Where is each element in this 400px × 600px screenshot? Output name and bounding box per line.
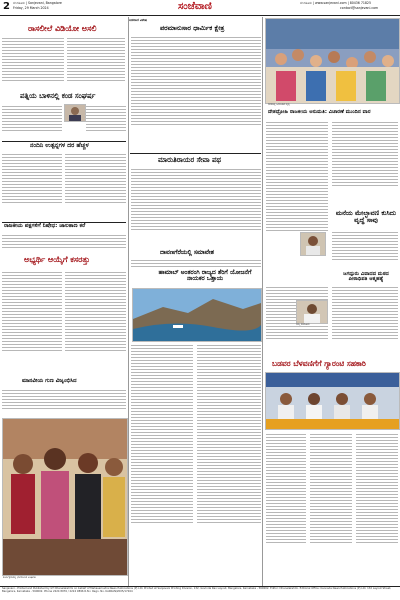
col1-text-block-8 (2, 270, 62, 378)
col3-text-block-2 (332, 120, 398, 208)
masthead: ಸಂಜೆವಾಣಿ (178, 1, 212, 12)
col3-headline-1: ದೇಶದ್ರೋಹಿ ರಾಜಕೀಯ ಅನುಮತಿ: ವಿಚಾರಣೆ ಮುಂದಿನ ವಾರ (268, 109, 371, 115)
portrait-photo-1 (64, 104, 86, 122)
page-number: 2 (3, 1, 10, 12)
crowd-photo (265, 18, 400, 104)
col2-text-block-4 (131, 343, 193, 583)
col1-text-block-2 (67, 36, 125, 96)
col1-headline-1: ರಾಸಲೀಲೆ ವಿಡಿಯೋ ಅಸಲಿ (28, 24, 97, 33)
col1-headline-3: ನಂದಿನಿ ಉತ್ಪನ್ನಗಳ ದರ ಹೆಚ್ಚಳ (30, 142, 89, 149)
coast-photo (132, 288, 262, 342)
col3-text-block-6 (266, 432, 306, 582)
col3-headline-2: ಮನೆಯ ಮೇಲ್ಛಾವಣಿ ಕುಸಿದು ವೃದ್ಧೆ ಸಾವು (335, 209, 397, 224)
col1-text-block-10 (2, 388, 126, 416)
col1-text-block-3 (2, 104, 62, 140)
col1-headline-4: ರಾಜಕೀಯ ಪಕ್ಷಗಳಿಗೆ ನಿಷೇಧ: ಜಾಲತಾಣ ಕರೆ (4, 223, 86, 229)
col1-text-block-5 (2, 152, 62, 222)
col3-text-block-5 (332, 285, 398, 357)
col1-text-block-4 (86, 104, 126, 140)
col3-headline-3: ಜಗದ್ಗುರು ವಿವಾದದ ಮಠದ ಪೀಠಾಧಿಪತಿ ಆತ್ಮಹತ್ಯೆ (343, 271, 389, 283)
divider (130, 153, 261, 154)
event-photo (265, 372, 400, 430)
header-contact: ಬೆಂಗಳೂರು | www.sanjevani.com | 80436 71825 (300, 1, 371, 5)
col1-headline-5: ಅಭ್ಯರ್ಥಿ ಆಯ್ಕೆಗೆ ಕಸರತ್ತು (24, 255, 90, 264)
col1-headline-6: ಮಾನವೀಯ ಗುಣ ವಿಜೃಂಭಿಸಿದ (22, 378, 77, 384)
col3-text-block-3 (332, 230, 398, 272)
group-photo-caption: ಕಾರ್ಯಕ್ರಮದಲ್ಲಿ ಭಾಗವಹಿಸಿದ ಅತಿಥಿಗಳು (3, 576, 36, 579)
crowd-photo-caption: ನಗರದಲ್ಲಿ ಜನಸಂದಣಿ ದೃಶ್ಯ (268, 103, 290, 106)
group-photo (2, 418, 128, 576)
col2-headline-2: ಮಾರುತಿರಾಯರ ಸೇವಾ ಪಥ (158, 156, 222, 164)
col2-text-block-2 (131, 167, 261, 251)
col1-kicker: ಸಂಜೆವಾಣಿ ವಿಶೇಷ (128, 18, 147, 22)
col2-headline-1: ಪರಮಾನುಸಾರ ಧಾರ್ಮಿಕ ಕ್ಷೇತ್ರ (160, 24, 225, 32)
issue-info: ಬೆಂಗಳೂರು | Sanjevani, Bangalore (13, 1, 62, 5)
col1-text-block-1 (2, 36, 64, 96)
page-header (0, 0, 400, 16)
col2-text-block-1 (131, 35, 261, 155)
col1-text-block-6 (65, 152, 126, 222)
inset-caption: ನಮ್ಮ ಸಮಾಚಾರ (296, 323, 310, 326)
col3-text-block-8 (356, 432, 398, 582)
col1-text-block-7 (2, 233, 126, 255)
col3-headline-4: ಬಡವರ ಬೆಳವಣಿಗೆಗೆ ಗ್ಯಾರಂಟಿ ಸಹಕಾರಿ (272, 359, 366, 368)
col1-text-block-9 (65, 270, 126, 378)
imprint-footer: Sanjevani - Printed and Published by GT Dhanalakshmi on behalf of Mahasamudra News Publications (P) Ltd. Printed at Sanjevani Printing Division, 132, Govinda Rao Layout, Bangalore, Karnataka - 560002. Editor: Dhanalakshmi. Editorial Office: Kannada News Publications (P) Ltd. 132 Layout Street, Bangalore, Karnataka - 560002. Phone 2224 8976 / 2224 9896 R.N.I. Regn. No. KARKAN/2005/17264 (2, 587, 392, 594)
issue-date: Friday, 29 March 2024 (13, 6, 49, 10)
col2-text-block-5 (197, 343, 261, 583)
header-email: contact@sanjevani.com (340, 6, 379, 10)
portrait-photo-2 (300, 232, 326, 256)
col2-headline-3: ದಾವಣಗೆರೆಯಲ್ಲಿ ಸಮಾವೇಶ (160, 249, 214, 256)
col3-text-block-7 (310, 432, 352, 582)
column-divider (262, 17, 263, 587)
column-divider (128, 17, 129, 587)
col1-headline-2: ಪತ್ನಿಯ ಬಾಳಿನಲ್ಲಿ ಕಂಡ ಸಂಘರ್ಷ (20, 92, 96, 100)
inset-photo (296, 300, 328, 324)
feature-headline: ಹಾಮಾಬ್ ಅಂತರಂಗಿ ರಾಜ್ಯದ ತೆರಿಗೆ ಯೋಜನೆಗೆ ನಾಯಕರ ಒತ್ತಾಯ (158, 269, 252, 283)
